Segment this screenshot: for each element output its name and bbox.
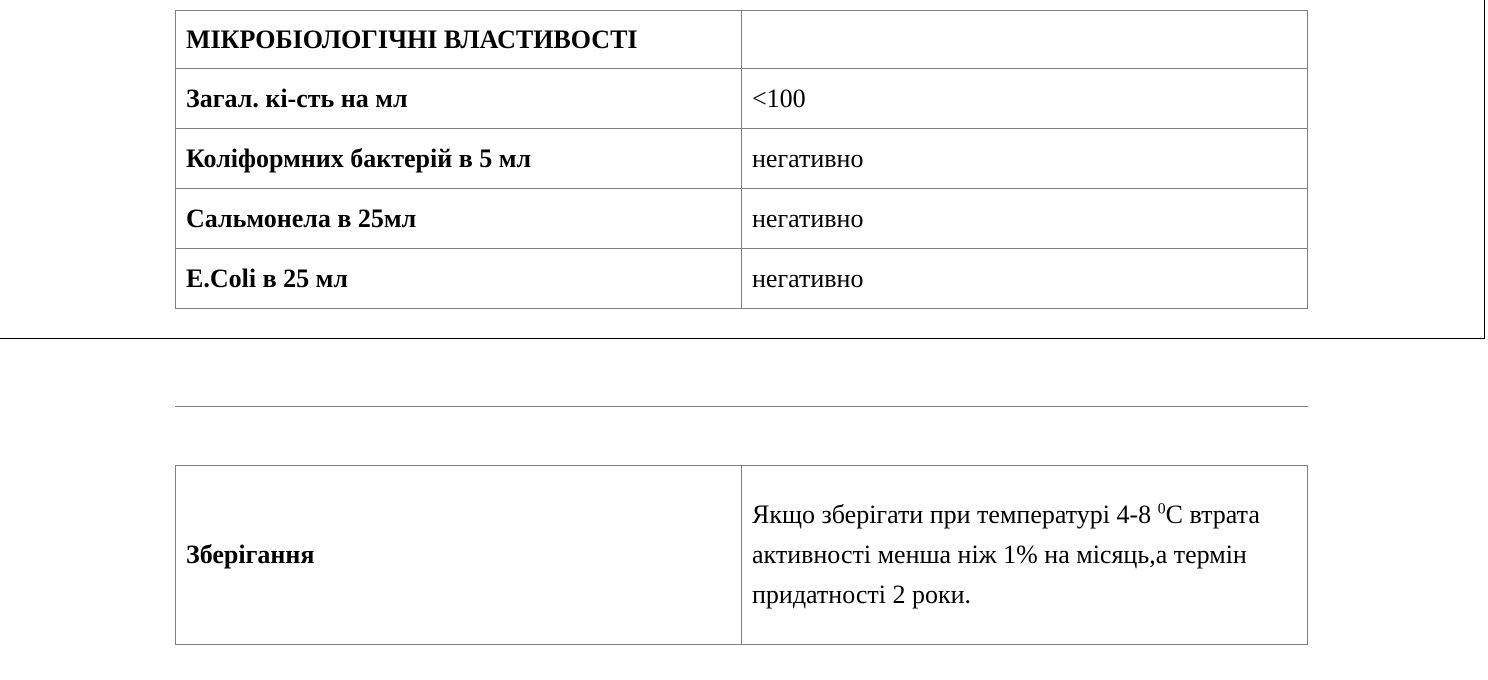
table-header-label: МІКРОБІОЛОГІЧНІ ВЛАСТИВОСТІ xyxy=(176,11,742,69)
row-label: E.Coli в 25 мл xyxy=(176,249,742,309)
microbiological-properties-table xyxy=(175,10,1308,309)
row-value: <100 xyxy=(742,69,1308,129)
row-label: Коліформних бактерій в 5 мл xyxy=(176,129,742,189)
table-row xyxy=(176,466,1308,645)
document-page-bottom xyxy=(0,340,1488,680)
storage-value-text: Якщо зберігати при температурі 4-8 xyxy=(752,500,1158,529)
degree-superscript: 0 xyxy=(1157,500,1166,518)
row-value: негативно xyxy=(742,249,1308,309)
document-page-top xyxy=(0,0,1485,339)
row-label: Загал. кі-сть на мл xyxy=(176,69,742,129)
table-header-value xyxy=(742,11,1308,69)
storage-value xyxy=(742,466,1308,645)
table-row xyxy=(176,69,1308,129)
storage-label: Зберігання xyxy=(176,466,742,645)
table-header-row xyxy=(176,11,1308,69)
storage-table xyxy=(175,465,1308,645)
horizontal-divider xyxy=(175,406,1308,407)
row-label: Сальмонела в 25мл xyxy=(176,189,742,249)
table-row xyxy=(176,189,1308,249)
table-row xyxy=(176,249,1308,309)
row-value: негативно xyxy=(742,129,1308,189)
storage-value-text-continued: С втрата активності менша ніж 1% на місяць,а термін придатності 2 роки. xyxy=(752,500,1260,609)
table-row xyxy=(176,129,1308,189)
row-value: негативно xyxy=(742,189,1308,249)
